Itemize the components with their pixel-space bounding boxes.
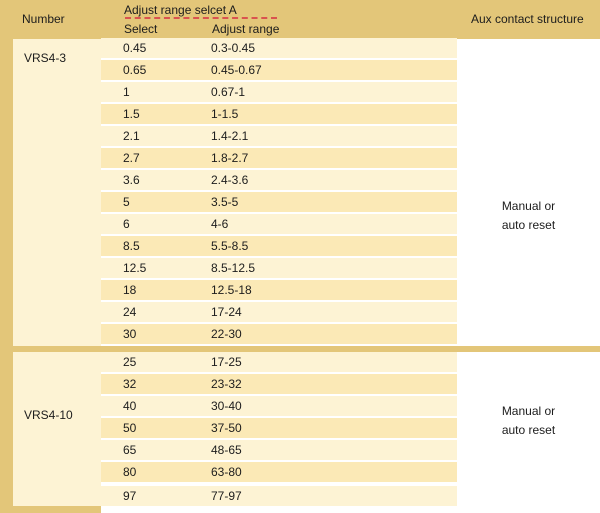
range-value: 0.3-0.45 [211, 41, 256, 55]
header-aux-contact: Aux contact structure [471, 12, 584, 26]
header-number: Number [22, 12, 65, 26]
aux-line: Manual or [501, 199, 556, 213]
range-value: 0.67-1 [211, 85, 246, 99]
table-row [101, 324, 457, 344]
select-value: 0.65 [123, 63, 147, 77]
select-value: 18 [123, 283, 137, 297]
range-value: 3.5-5 [211, 195, 239, 209]
select-value: 0.45 [123, 41, 147, 55]
table-row [101, 82, 457, 102]
aux-line: Manual or [501, 404, 556, 418]
header-dashed-underline [125, 17, 277, 19]
table-row [101, 352, 457, 372]
range-value: 77-97 [211, 489, 242, 503]
select-value: 8.5 [123, 239, 140, 253]
range-value: 48-65 [211, 443, 242, 457]
select-value: 30 [123, 327, 137, 341]
select-value: 2.7 [123, 151, 140, 165]
range-value: 12.5-18 [211, 283, 252, 297]
header-adjust-range: Adjust range [212, 22, 280, 36]
select-value: 6 [123, 217, 130, 231]
select-value: 32 [123, 377, 137, 391]
table-row [101, 236, 457, 256]
model-cell-group-1 [13, 39, 101, 346]
aux-contact-text [457, 197, 600, 235]
table-row [101, 170, 457, 190]
header-select: Select [124, 22, 158, 36]
select-value: 97 [123, 489, 137, 503]
table-row [101, 462, 457, 482]
range-value: 2.4-3.6 [211, 173, 249, 187]
aux-cell-group-1 [457, 39, 600, 346]
range-value: 1-1.5 [211, 107, 239, 121]
model-name: VRS4-10 [24, 408, 73, 422]
select-value: 3.6 [123, 173, 140, 187]
table-row [101, 104, 457, 124]
range-value: 4-6 [211, 217, 229, 231]
table-row [101, 38, 457, 58]
model-cell-group-2 [13, 352, 101, 506]
select-value: 1.5 [123, 107, 140, 121]
table-row [101, 192, 457, 212]
select-value: 40 [123, 399, 137, 413]
aux-contact-text [457, 402, 600, 440]
select-value: 12.5 [123, 261, 147, 275]
table-row [101, 418, 457, 438]
table-row [101, 148, 457, 168]
model-name: VRS4-3 [24, 51, 67, 65]
range-value: 17-25 [211, 355, 242, 369]
table-row [101, 374, 457, 394]
range-value: 37-50 [211, 421, 242, 435]
aux-line: auto reset [501, 423, 556, 437]
table-row [101, 396, 457, 416]
range-value: 30-40 [211, 399, 242, 413]
select-value: 2.1 [123, 129, 140, 143]
table-row [101, 280, 457, 300]
table-row [101, 440, 457, 460]
range-value: 5.5-8.5 [211, 239, 249, 253]
header-adjust-group: Adjust range selcet A [124, 3, 237, 17]
range-value: 8.5-12.5 [211, 261, 256, 275]
select-value: 80 [123, 465, 137, 479]
select-value: 25 [123, 355, 137, 369]
aux-line: auto reset [501, 218, 556, 232]
table-row [101, 60, 457, 80]
range-value: 17-24 [211, 305, 242, 319]
range-value: 1.4-2.1 [211, 129, 249, 143]
range-value: 63-80 [211, 465, 242, 479]
table-row [101, 486, 457, 506]
select-value: 1 [123, 85, 130, 99]
table-row [101, 302, 457, 322]
select-value: 24 [123, 305, 137, 319]
range-value: 23-32 [211, 377, 242, 391]
range-value: 0.45-0.67 [211, 63, 262, 77]
range-value: 22-30 [211, 327, 242, 341]
table-row [101, 214, 457, 234]
select-value: 65 [123, 443, 137, 457]
table-row [101, 126, 457, 146]
select-value: 5 [123, 195, 130, 209]
select-value: 50 [123, 421, 137, 435]
range-value: 1.8-2.7 [211, 151, 249, 165]
table-row [101, 258, 457, 278]
